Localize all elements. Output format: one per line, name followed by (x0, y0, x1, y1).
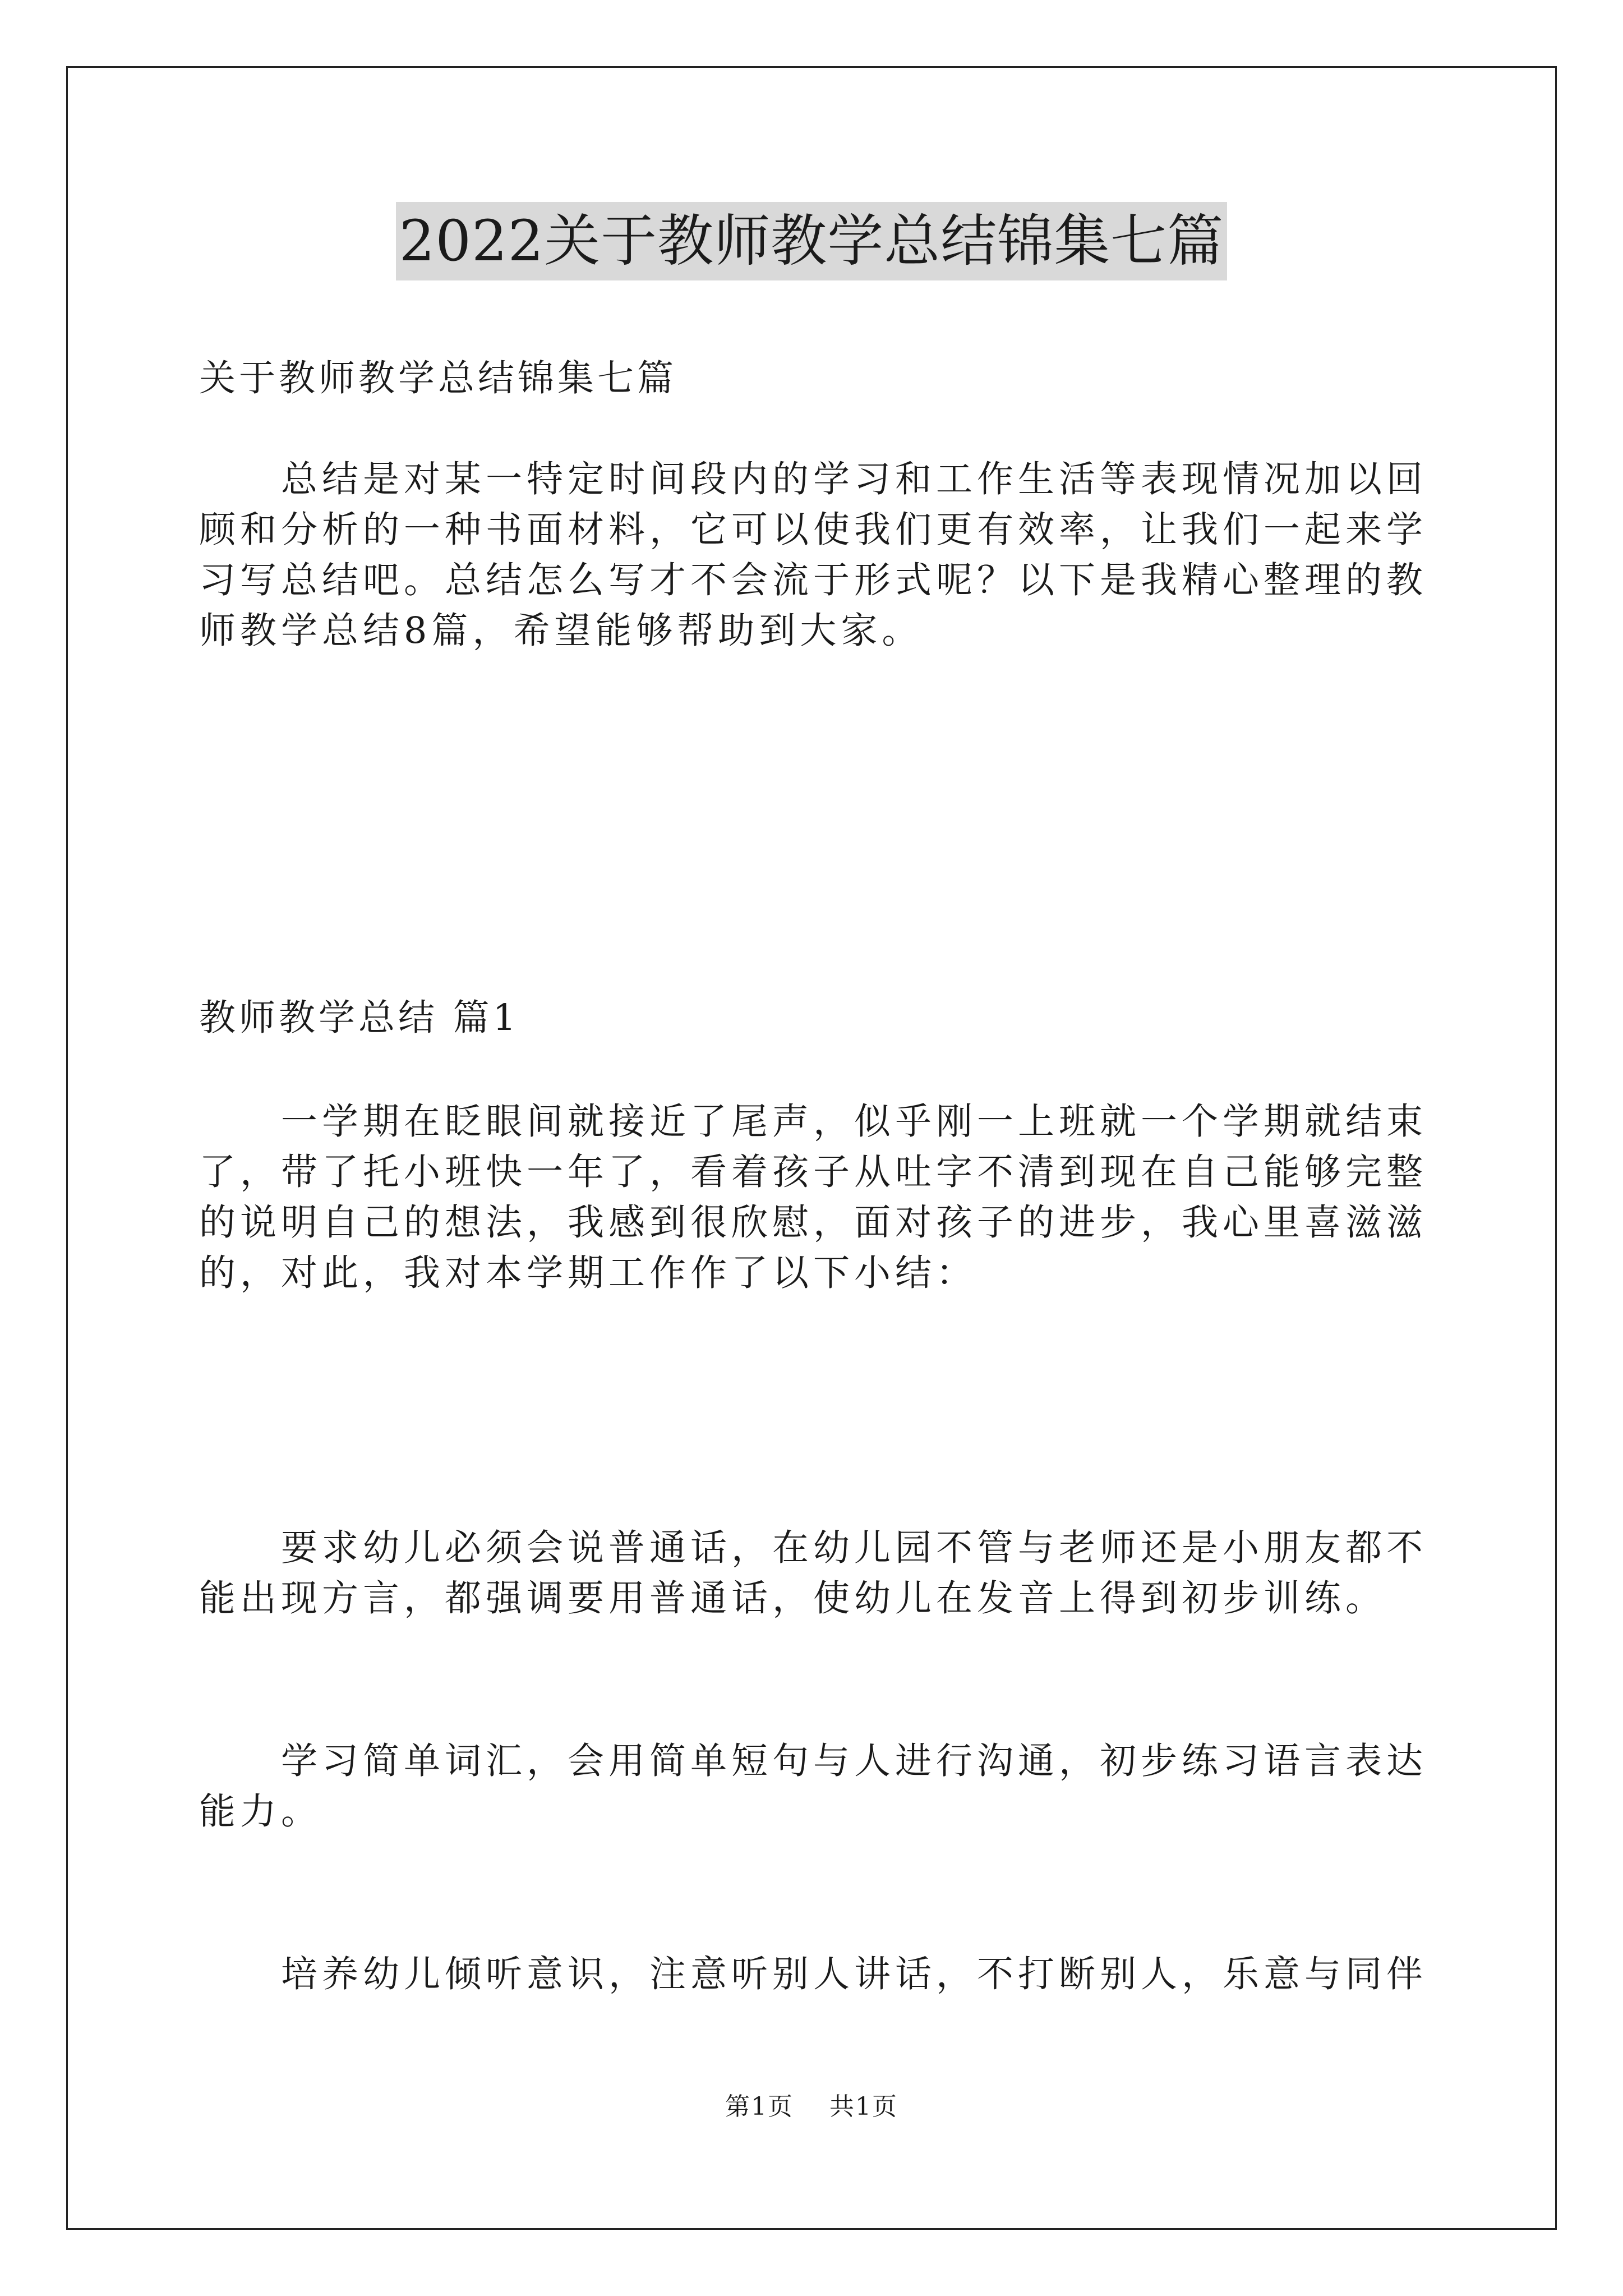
document-title-block (0, 202, 1623, 280)
section-paragraph-2: 要求幼儿必须会说普通话，在幼儿园不管与老师还是小朋友都不能出现方言，都强调要用普通话，使幼儿在发音上得到初步训练。 (199, 1527, 1428, 1619)
section-heading: 教师教学总结 篇1 (199, 997, 520, 1039)
page-footer (0, 2091, 1623, 2123)
section-paragraph-4: 培养幼儿倾听意识，注意听别人讲话，不打断别人，乐意与同伴 (281, 1953, 1428, 1995)
intro-paragraph: 总结是对某一特定时间段内的学习和工作生活等表现情况加以回顾和分析的一种书面材料，它可以使我们更有效率，让我们一起来学习写总结吧。总结怎么写才不会流于形式呢？以下是我精心整理的教师教学总结8篇，希望能够帮助到大家。 (199, 458, 1428, 652)
document-subtitle: 关于教师教学总结锦集七篇 (199, 357, 677, 399)
section-paragraph-3: 学习简单词汇，会用简单短句与人进行沟通，初步练习语言表达能力。 (199, 1740, 1428, 1833)
section-paragraph-1: 一学期在眨眼间就接近了尾声，似乎刚一上班就一个学期就结束了，带了托小班快一年了，看着孩子从吐字不清到现在自己能够完整的说明自己的想法，我感到很欣慰，面对孩子的进步，我心里喜滋滋的，对此，我对本学期工作作了以下小结： (199, 1101, 1428, 1294)
page-number: 第1页 共1页 (725, 2092, 898, 2121)
document-title: 2022关于教师教学总结锦集七篇 (396, 202, 1228, 280)
